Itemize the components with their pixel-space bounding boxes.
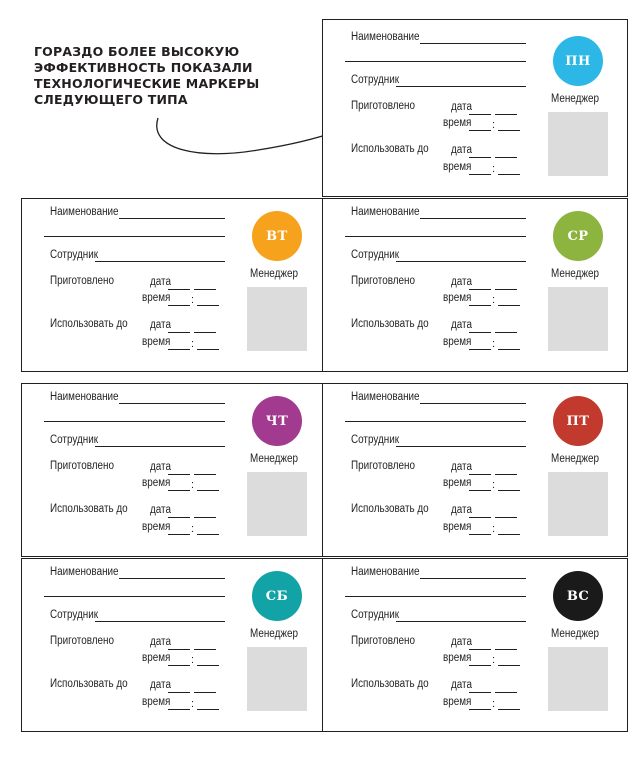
prepared-date-field-2[interactable] [495, 114, 517, 115]
manager-label: Менеджер [250, 268, 298, 280]
name-label: Наименование [351, 566, 420, 578]
prepared-date-label: дата [150, 461, 171, 473]
manager-signature-box[interactable] [548, 112, 608, 176]
prepared-label: Приготовлено [50, 275, 114, 287]
prepared-time-field-2[interactable] [197, 665, 219, 666]
prepared-time-field[interactable] [469, 665, 491, 666]
prepared-time-field[interactable] [168, 665, 190, 666]
prepared-label: Приготовлено [351, 460, 415, 472]
use-by-time-field[interactable] [168, 349, 190, 350]
use-by-time-field[interactable] [469, 174, 491, 175]
prepared-date-field[interactable] [469, 474, 491, 475]
name-label: Наименование [351, 31, 420, 43]
use-by-time-label: время [142, 696, 171, 708]
use-by-label: Использовать до [50, 318, 128, 330]
use-by-date-label: дата [451, 144, 472, 156]
prepared-date-field[interactable] [168, 474, 190, 475]
time-colon: : [492, 698, 496, 710]
employee-field[interactable] [396, 446, 526, 447]
intro-line-2: ЭФФЕКТИВНОСТЬ ПОКАЗАЛИ [34, 60, 253, 75]
marker-card-fri [322, 383, 628, 557]
use-by-date-field[interactable] [168, 692, 190, 693]
use-by-time-field[interactable] [168, 709, 190, 710]
manager-label: Менеджер [551, 628, 599, 640]
use-by-time-field[interactable] [469, 534, 491, 535]
intro-line-4: СЛЕДУЮЩЕГО ТИПА [34, 92, 188, 107]
use-by-time-field-2[interactable] [498, 534, 520, 535]
marker-card-mon [322, 19, 628, 197]
manager-signature-box[interactable] [548, 472, 608, 536]
prepared-time-label: время [443, 477, 472, 489]
name-field-line-2[interactable] [345, 61, 526, 62]
name-field-line-2[interactable] [345, 236, 526, 237]
use-by-date-field-2[interactable] [495, 692, 517, 693]
employee-field[interactable] [396, 86, 526, 87]
use-by-date-field[interactable] [469, 332, 491, 333]
marker-card-sat [21, 558, 327, 732]
manager-label: Менеджер [551, 93, 599, 105]
prepared-time-field-2[interactable] [498, 490, 520, 491]
use-by-date-field-2[interactable] [495, 332, 517, 333]
time-colon: : [191, 294, 195, 306]
use-by-date-field[interactable] [168, 332, 190, 333]
manager-signature-box[interactable] [247, 287, 307, 351]
marker-card-tue [21, 198, 327, 372]
day-badge: СБ [252, 571, 302, 621]
name-label: Наименование [351, 206, 420, 218]
time-colon: : [191, 523, 195, 535]
prepared-date-label: дата [150, 276, 171, 288]
employee-field[interactable] [95, 261, 225, 262]
use-by-time-field-2[interactable] [197, 534, 219, 535]
use-by-date-field[interactable] [469, 157, 491, 158]
use-by-time-field[interactable] [469, 709, 491, 710]
prepared-date-label: дата [451, 461, 472, 473]
use-by-label: Использовать до [351, 678, 429, 690]
prepared-label: Приготовлено [50, 460, 114, 472]
name-label: Наименование [351, 391, 420, 403]
use-by-date-label: дата [150, 504, 171, 516]
employee-label: Сотрудник [50, 434, 99, 446]
prepared-date-field[interactable] [168, 289, 190, 290]
day-badge: СР [553, 211, 603, 261]
use-by-time-field-2[interactable] [498, 709, 520, 710]
manager-label: Менеджер [551, 453, 599, 465]
name-field[interactable] [119, 218, 225, 219]
use-by-time-label: время [142, 336, 171, 348]
marker-card-wed [322, 198, 628, 372]
use-by-time-field-2[interactable] [197, 709, 219, 710]
name-field-line-2[interactable] [345, 596, 526, 597]
time-colon: : [492, 654, 496, 666]
manager-signature-box[interactable] [548, 647, 608, 711]
use-by-date-field[interactable] [469, 517, 491, 518]
prepared-label: Приготовлено [351, 275, 415, 287]
employee-label: Сотрудник [50, 609, 99, 621]
intro-line-3: ТЕХНОЛОГИЧЕСКИЕ МАРКЕРЫ [34, 76, 260, 91]
use-by-time-field-2[interactable] [498, 349, 520, 350]
prepared-date-field[interactable] [469, 649, 491, 650]
use-by-date-label: дата [451, 504, 472, 516]
employee-label: Сотрудник [351, 434, 400, 446]
employee-label: Сотрудник [351, 249, 400, 261]
manager-signature-box[interactable] [548, 287, 608, 351]
prepared-time-label: время [443, 117, 472, 129]
time-colon: : [492, 523, 496, 535]
prepared-time-field-2[interactable] [197, 490, 219, 491]
prepared-time-field-2[interactable] [498, 130, 520, 131]
prepared-time-label: время [142, 652, 171, 664]
use-by-label: Использовать до [50, 503, 128, 515]
manager-label: Менеджер [250, 453, 298, 465]
prepared-label: Приготовлено [351, 100, 415, 112]
prepared-time-field-2[interactable] [498, 665, 520, 666]
intro-text [34, 44, 284, 108]
prepared-date-label: дата [150, 636, 171, 648]
use-by-date-field[interactable] [469, 692, 491, 693]
time-colon: : [492, 163, 496, 175]
manager-label: Менеджер [250, 628, 298, 640]
employee-field[interactable] [396, 261, 526, 262]
use-by-date-label: дата [150, 679, 171, 691]
employee-field[interactable] [95, 446, 225, 447]
name-field[interactable] [420, 218, 526, 219]
prepared-date-field-2[interactable] [194, 289, 216, 290]
prepared-label: Приготовлено [50, 635, 114, 647]
employee-field[interactable] [95, 621, 225, 622]
prepared-date-field[interactable] [469, 289, 491, 290]
use-by-date-field-2[interactable] [495, 517, 517, 518]
day-badge: ВС [553, 571, 603, 621]
use-by-time-label: время [443, 161, 472, 173]
prepared-date-field-2[interactable] [194, 649, 216, 650]
employee-label: Сотрудник [351, 609, 400, 621]
time-colon: : [492, 338, 496, 350]
name-field-line-2[interactable] [44, 236, 225, 237]
use-by-label: Использовать до [351, 143, 429, 155]
prepared-label: Приготовлено [351, 635, 415, 647]
use-by-date-field-2[interactable] [194, 692, 216, 693]
name-label: Наименование [50, 391, 119, 403]
name-field-line-2[interactable] [44, 596, 225, 597]
use-by-time-label: время [142, 521, 171, 533]
prepared-time-field[interactable] [469, 490, 491, 491]
day-badge: ПТ [553, 396, 603, 446]
manager-signature-box[interactable] [247, 472, 307, 536]
prepared-date-field-2[interactable] [495, 289, 517, 290]
employee-label: Сотрудник [50, 249, 99, 261]
marker-card-sun [322, 558, 628, 732]
prepared-time-field-2[interactable] [197, 305, 219, 306]
manager-signature-box[interactable] [247, 647, 307, 711]
name-field-line-2[interactable] [44, 421, 225, 422]
name-field[interactable] [119, 403, 225, 404]
manager-label: Менеджер [551, 268, 599, 280]
prepared-date-label: дата [451, 636, 472, 648]
prepared-time-label: время [443, 292, 472, 304]
prepared-time-label: время [443, 652, 472, 664]
name-field-line-2[interactable] [345, 421, 526, 422]
use-by-date-label: дата [451, 319, 472, 331]
use-by-time-field[interactable] [168, 534, 190, 535]
use-by-time-field-2[interactable] [498, 174, 520, 175]
name-label: Наименование [50, 206, 119, 218]
prepared-date-field-2[interactable] [495, 649, 517, 650]
name-label: Наименование [50, 566, 119, 578]
day-badge: ВТ [252, 211, 302, 261]
marker-card-thu [21, 383, 327, 557]
prepared-date-label: дата [451, 101, 472, 113]
time-colon: : [191, 654, 195, 666]
use-by-label: Использовать до [351, 318, 429, 330]
prepared-time-label: время [142, 477, 171, 489]
prepared-time-field[interactable] [168, 305, 190, 306]
time-colon: : [492, 294, 496, 306]
prepared-time-field[interactable] [168, 490, 190, 491]
use-by-time-field-2[interactable] [197, 349, 219, 350]
time-colon: : [492, 479, 496, 491]
use-by-date-label: дата [451, 679, 472, 691]
prepared-time-field-2[interactable] [498, 305, 520, 306]
prepared-date-field[interactable] [168, 649, 190, 650]
employee-field[interactable] [396, 621, 526, 622]
name-field[interactable] [420, 43, 526, 44]
use-by-time-label: время [443, 521, 472, 533]
time-colon: : [492, 119, 496, 131]
use-by-time-label: время [443, 336, 472, 348]
prepared-date-label: дата [451, 276, 472, 288]
use-by-date-label: дата [150, 319, 171, 331]
employee-label: Сотрудник [351, 74, 400, 86]
use-by-date-field[interactable] [168, 517, 190, 518]
use-by-label: Использовать до [50, 678, 128, 690]
use-by-date-field-2[interactable] [194, 332, 216, 333]
prepared-time-field[interactable] [469, 305, 491, 306]
use-by-time-label: время [443, 696, 472, 708]
name-field[interactable] [420, 578, 526, 579]
prepared-time-label: время [142, 292, 171, 304]
name-field[interactable] [119, 578, 225, 579]
time-colon: : [191, 338, 195, 350]
intro-line-1: ГОРАЗДО БОЛЕЕ ВЫСОКУЮ [34, 44, 240, 59]
use-by-label: Использовать до [351, 503, 429, 515]
prepared-time-field[interactable] [469, 130, 491, 131]
name-field[interactable] [420, 403, 526, 404]
prepared-date-field[interactable] [469, 114, 491, 115]
use-by-date-field-2[interactable] [495, 157, 517, 158]
day-badge: ЧТ [252, 396, 302, 446]
use-by-date-field-2[interactable] [194, 517, 216, 518]
time-colon: : [191, 698, 195, 710]
use-by-time-field[interactable] [469, 349, 491, 350]
time-colon: : [191, 479, 195, 491]
prepared-date-field-2[interactable] [194, 474, 216, 475]
day-badge: ПН [553, 36, 603, 86]
prepared-date-field-2[interactable] [495, 474, 517, 475]
